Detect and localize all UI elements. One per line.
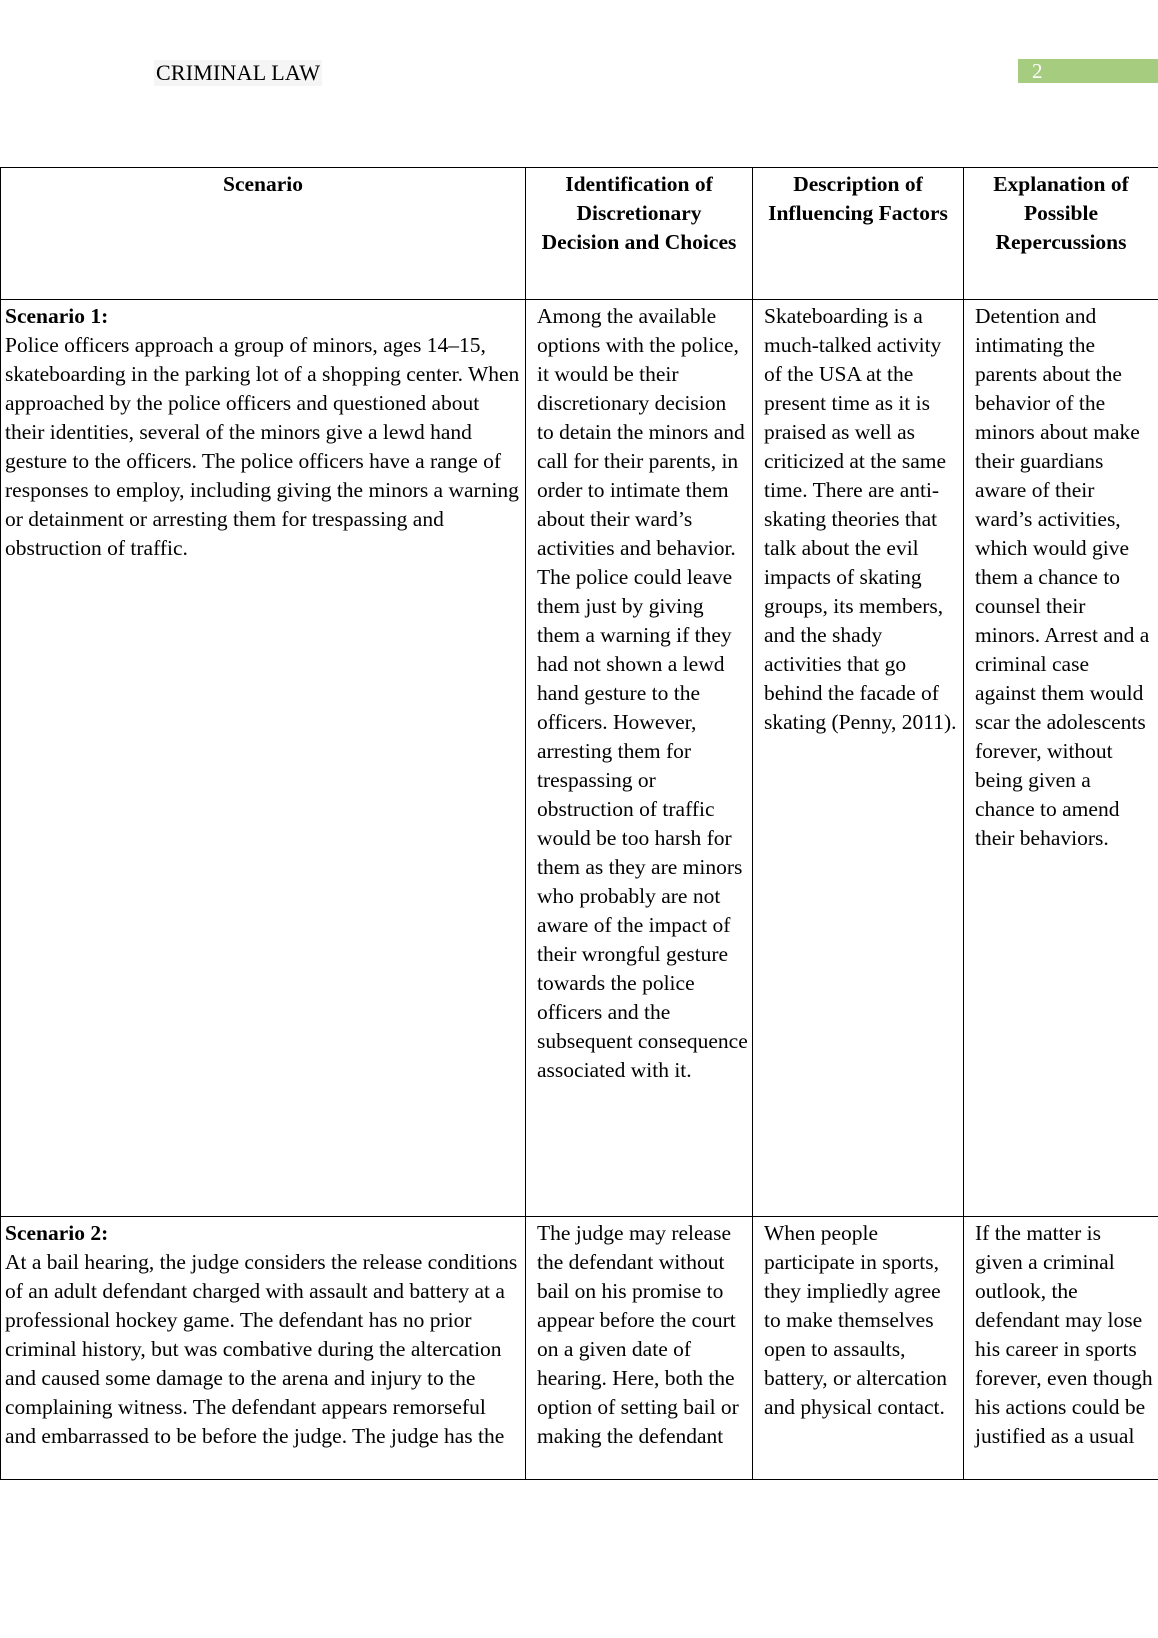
scenario-title: Scenario 1: [5,304,109,328]
column-header-scenario: Scenario [1,168,526,300]
identification-cell: Among the available options with the police, it would be their discretionary decision to detain the minors and call for their parents, in order to intimate them about their ward’s activities and behavior. The police could leave them just by giving them a warning if they had not shown a lewd hand gesture to the officers. However, arresting them for trespassing or obstruction of traffic would be too harsh for them as they are minors who probably are not aware of the impact of their wrongful gesture towards the police officers and the subsequent consequence associated with it. [526,300,753,1217]
scenario-cell [1,300,526,1217]
table-row [1,1217,1158,1480]
column-header-repercussions: Explanation of Possible Repercussions [964,168,1158,300]
factors-cell: Skateboarding is a much-talked activity of the USA at the present time as it is praised as well as criticized at the same time. There are anti-skating theories that talk about the evil impacts of skating groups, its members, and the shady activities that go behind the facade of skating (Penny, 2011). [753,300,964,1217]
identification-cell: The judge may release the defendant without bail on his promise to appear before the court on a given date of hearing. Here, both the option of setting bail or making the defendant [526,1217,753,1480]
column-header-factors: Description of Influencing Factors [753,168,964,300]
scenario-title: Scenario 2: [5,1221,109,1245]
page-number: 2 [1018,59,1158,83]
scenario-cell [1,1217,526,1480]
column-header-identification: Identification of Discretionary Decision and Choices [526,168,753,300]
running-head-title: CRIMINAL LAW [156,60,321,85]
scenario-text: Police officers approach a group of minors, ages 14–15, skateboarding in the parking lot of a shopping center. When approached by the police officers and questioned about their identities, several of the minors give a lewd hand gesture to the officers. The police officers have a range of responses to employ, including giving the minors a warning or detainment or arresting them for trespassing and obstruction of traffic. [5,333,520,560]
scenario-text: At a bail hearing, the judge considers the release conditions of an adult defendant charged with assault and battery at a professional hockey game. The defendant has no prior criminal history, but was combative during the altercation and caused some damage to the arena and injury to the complaining witness. The defendant appears remorseful and embarrassed to be before the judge. The judge has the [5,1250,518,1448]
factors-cell: When people participate in sports, they impliedly agree to make themselves open to assaults, battery, or altercation and physical contact. [753,1217,964,1480]
repercussions-cell: If the matter is given a criminal outlook, the defendant may lose his career in sports forever, even though his actions could be justified as a usual [964,1217,1158,1480]
repercussions-cell: Detention and intimating the parents about the behavior of the minors about make their guardians aware of their ward’s activities, which would give them a chance to counsel their minors. Arrest and a criminal case against them would scar the adolescents forever, without being given a chance to amend their behaviors. [964,300,1158,1217]
table-row [1,300,1158,1217]
scenario-table [0,167,1158,1480]
table-header-row [1,168,1158,300]
